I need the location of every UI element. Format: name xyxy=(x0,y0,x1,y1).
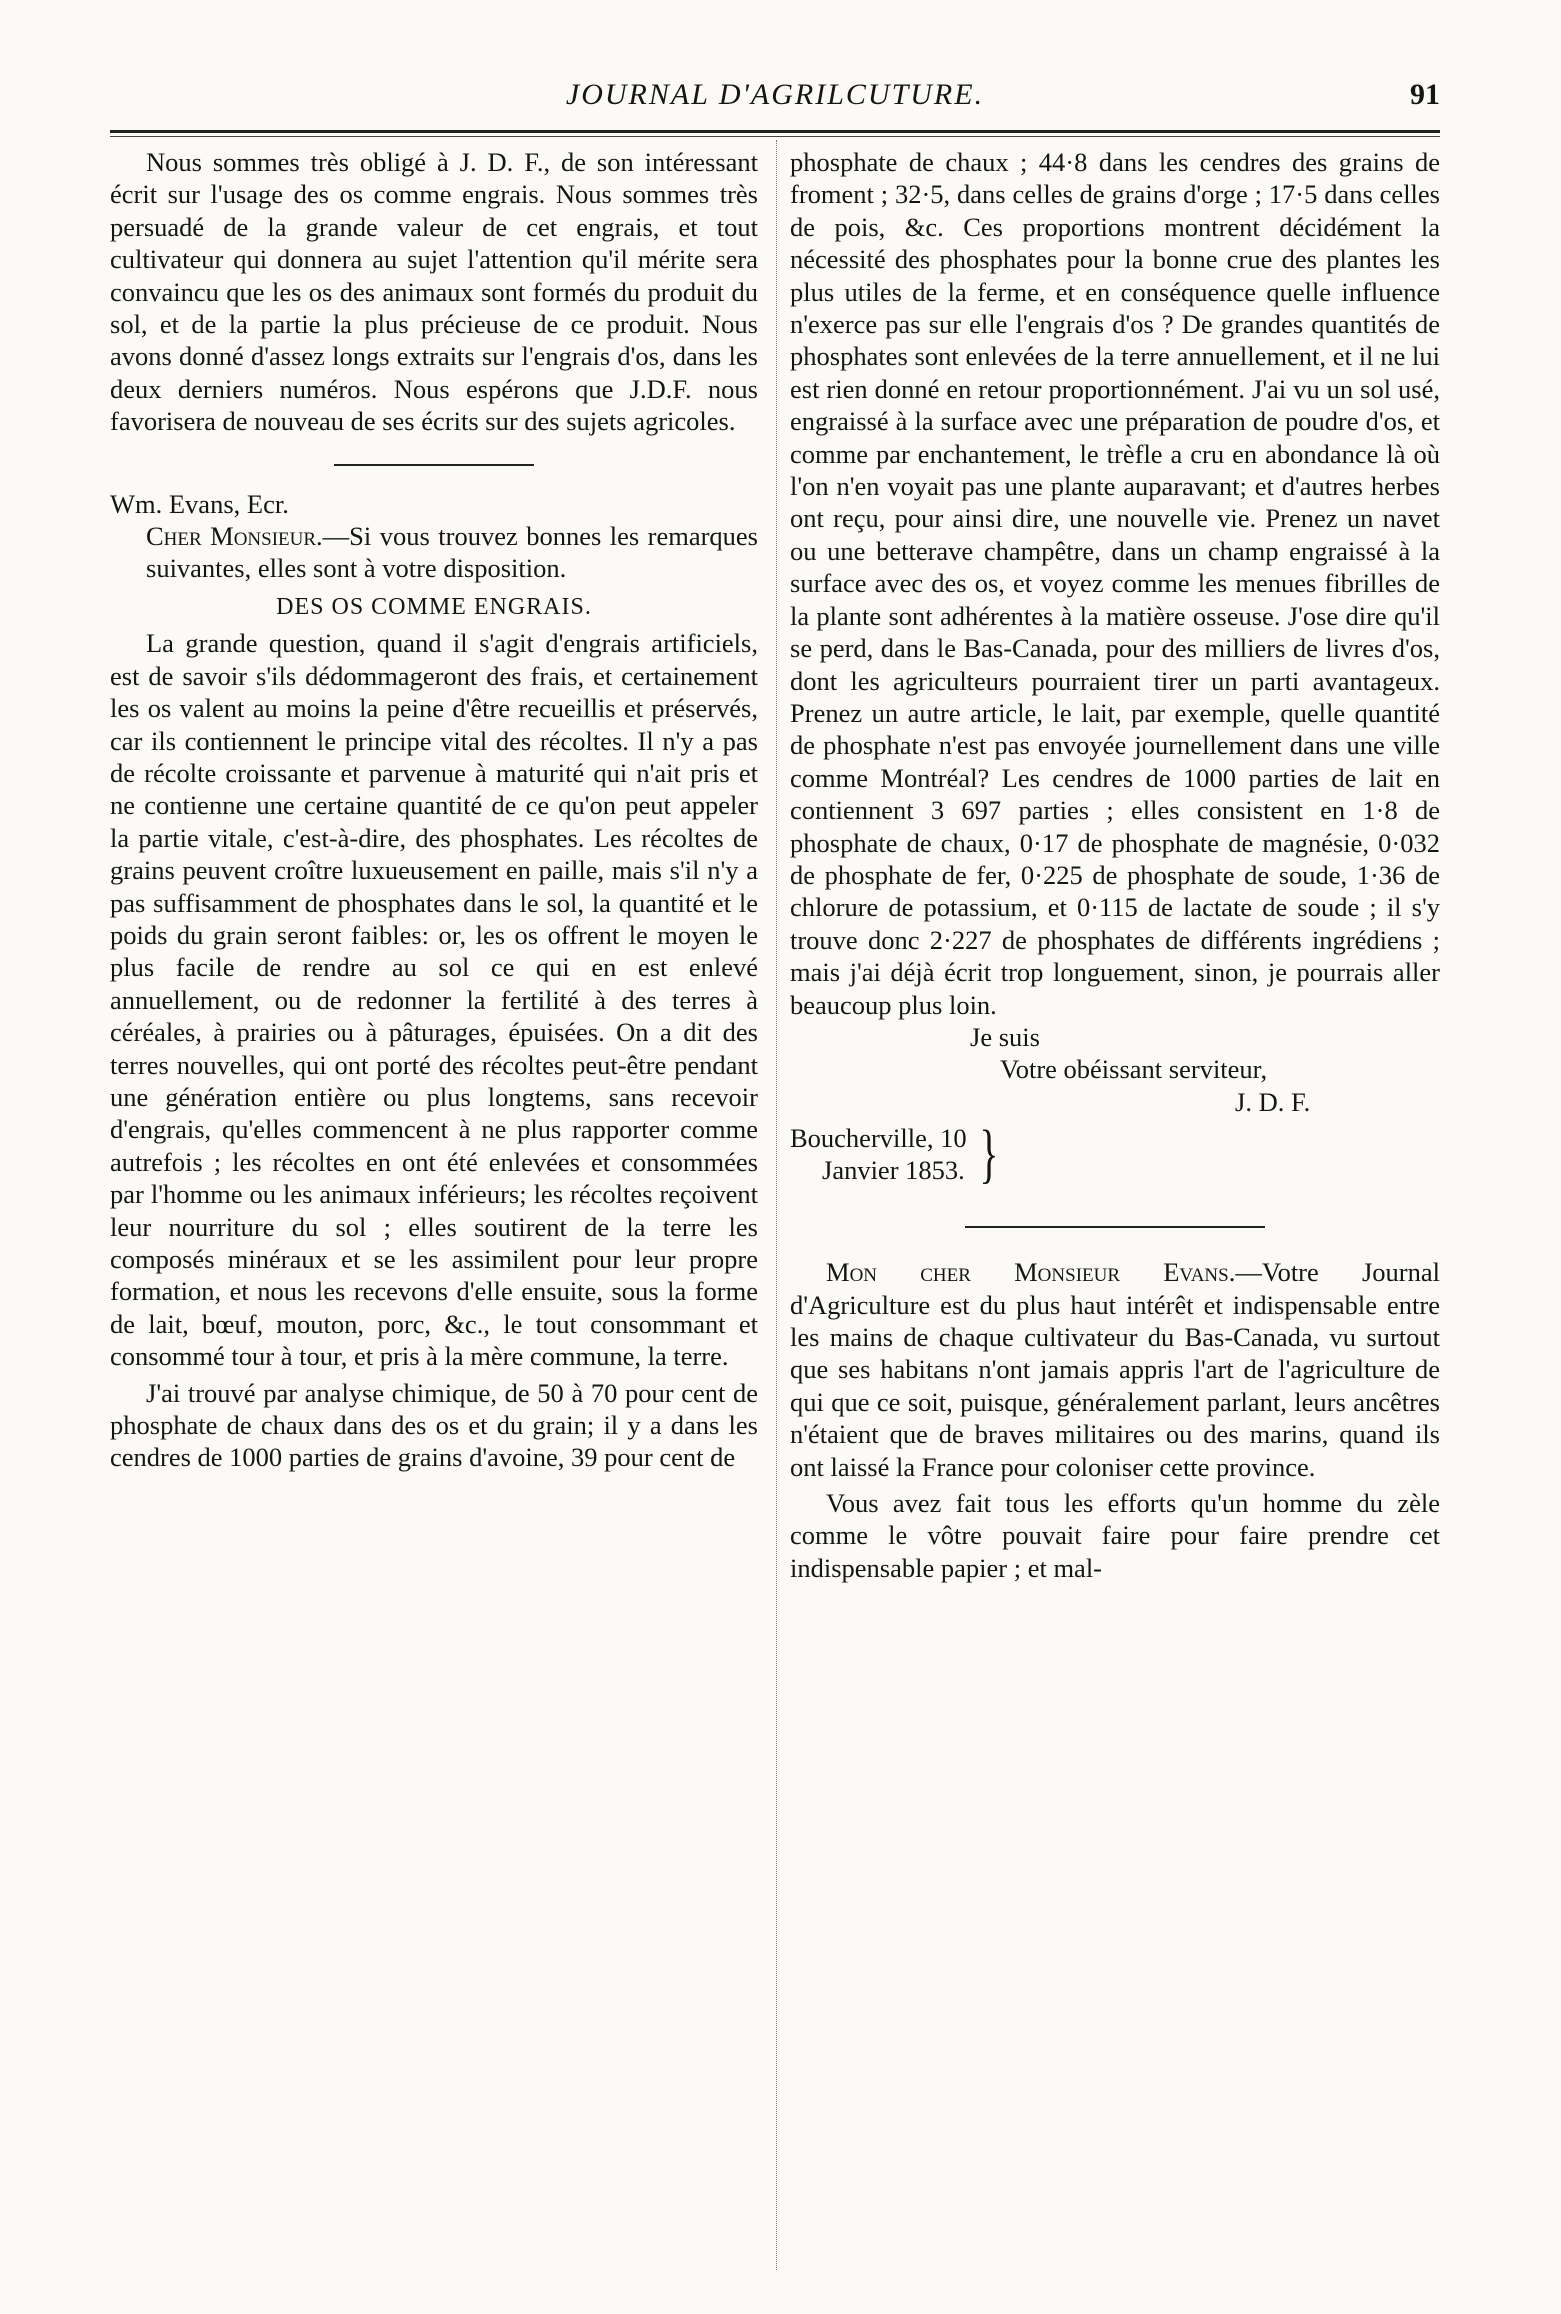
letter2-salutation: Mon cher Monsieur Evans. xyxy=(826,1257,1236,1288)
article-paragraph-1: La grande question, quand il s'agit d'engrais artificiels, est de savoir s'ils dédommageront des frais, et certainement les os valent au moins la peine d'être recueillis et préservés, car ils contiennent le principe vital des récoltes. Il n'y a pas de récolte croissante et parvenue à maturité qui n'ait pris et ne contienne une certaine quantité de ce qu'on peut appeler la partie vitale, c'est-à-dire, des phosphates. Les récoltes de grains peuvent croître luxueusement en paille, mais s'il n'y a pas suffisamment de phosphates dans le sol, la quantité et le poids du grain seront faibles: or, les os offrent le moyen le plus facile de rendre au sol ce qui en est enlevé annuellement, ou de redonner la fertilité à des terres à céréales, à prairies ou à pâturages, épuisées. On a dit des terres nouvelles, qui ont porté des récoltes peut-être pendant une génération entière ou plus longtems, sans recevoir d'engrais, qu'elles commencent à ne plus rapporter comme autrefois ; les récoltes en ont été enlevées et consommées par l'homme ou les animaux inférieurs; les récoltes reçoivent leur nourriture du sol ; elles soutirent de la terre les composés minéraux et se les assimilent pour leur propre formation, et nous les recevons d'elle ensuite, sous la forme de lait, bœuf, mouton, porc, &c., le tout consommant et consommé tour à tour, et pris à la mère commune, la terre. xyxy=(110,628,758,1372)
article-heading: DES OS COMME ENGRAIS. xyxy=(276,593,592,620)
brace-glyph: } xyxy=(978,1117,998,1191)
header-rule xyxy=(110,130,1440,137)
dateline-place: Boucherville, 10 xyxy=(790,1123,967,1154)
salutation-text: —Si vous trouvez bonnes les remarques suivantes, elles sont à votre disposition. xyxy=(146,521,758,584)
column-divider xyxy=(776,140,777,2270)
addressee: Wm. Evans, Ecr. xyxy=(110,488,289,519)
closing-je-suis: Je suis xyxy=(970,1021,1040,1052)
section-separator-2 xyxy=(965,1226,1265,1228)
dateline xyxy=(790,1117,1440,1191)
page-number: 91 xyxy=(1410,78,1440,111)
letter2-paragraph-1 xyxy=(790,1256,1440,1483)
article-paragraph-2: J'ai trouvé par analyse chimique, de 50 à 70 pour cent de phosphate de chaux dans des os et du grain; il y a dans les cendres de 1000 parties de grains d'avoine, 39 pour cent de xyxy=(110,1377,758,1473)
closing-serviteur: Votre obéissant serviteur, xyxy=(1000,1054,1268,1085)
article-paragraph-2-continued: phosphate de chaux ; 44·8 dans les cendres des grains de froment ; 32·5, dans celles de grains d'orge ; 17·5 dans celles de pois, &c. Ces proportions montrent décidément la nécessité des phosphates pour la bonne crue des plantes les plus utiles de la ferme, et en conséquence quelle influence n'exerce pas sur elle l'engrais d'os ? De grandes quantités de phosphates sont enlevées de la terre annuellement, et il ne lui est rien donné en retour proportionnément. J'ai vu un sol usé, engraissé à la surface avec une préparation de poudre d'os, et comme par enchantement, le trèfle a cru en abondance là où l'on n'en voyait pas une plante auparavant; et d'autres herbes ont reçu, pour ainsi dire, une nouvelle vie. Prenez un navet ou une betterave champêtre, dans un champ engraissé à la surface avec des os, et voyez comme les menues fibrilles de la plante sont adhérentes à la matière osseuse. J'ose dire qu'il se perd, dans le Bas-Canada, pour des milliers de livres d'os, dont les agriculteurs pourraient tirer un parti avantageux. Prenez un autre article, le lait, par exemple, quelle quantité de phosphate n'est pas envoyée journellement dans une ville comme Montréal? Les cendres de 1000 parties de lait en contiennent 3 697 parties ; elles consistent en 1·8 de phosphate de chaux, 0·17 de phosphate de magnésie, 0·032 de phosphate de fer, 0·225 de phosphate de soude, 1·36 de chlorure de potassium, et 0·115 de lactate de soude ; il s'y trouve donc 2·227 de phosphates de différents ingrédiens ; mais j'ai déjà écrit trop longuement, sinon, je pourrais aller beaucoup plus loin. xyxy=(790,147,1440,1020)
right-column xyxy=(790,146,1440,1584)
page-header xyxy=(110,78,1440,128)
dateline-text xyxy=(790,1122,967,1186)
salutation xyxy=(110,520,758,585)
editor-note: Nous sommes très obligé à J. D. F., de son intéressant écrit sur l'usage des os comme engrais. Nous sommes très persuadé de la grande valeur de cet engrais, et tout cultivateur qui donnera au sujet l'attention qu'il mérite sera convaincu que les os des animaux sont formés du produit du sol, et de la partie la plus précieuse de ce produit. Nous avons donné d'assez longs extraits sur l'engrais d'os, dans les deux derniers numéros. Nous espérons que J.D.F. nous favorisera de nouveau de ses écrits sur des sujets agricoles. xyxy=(110,147,758,437)
running-title: JOURNAL D'AGRILCUTURE. xyxy=(565,78,985,111)
section-separator xyxy=(334,464,534,466)
letter2-paragraph-2: Vous avez fait tous les efforts qu'un homme du zèle comme le vôtre pouvait faire pour faire prendre cet indispensable papier ; et mal- xyxy=(790,1488,1440,1583)
left-column xyxy=(110,146,758,1474)
letter2-text: —Votre Journal d'Agriculture est du plus haut intérêt et indispensable entre les mains de chaque cultivateur du Bas-Canada, vu surtout que ses habitans n'ont jamais appris l'art de l'agriculture de qui que ce soit, puisque, généralement parlant, leurs ancêtres n'étaient que de braves militaires ou des marins, quand ils ont laissé la France pour coloniser cette province. xyxy=(790,1257,1440,1482)
signature: J. D. F. xyxy=(1235,1086,1311,1117)
dateline-date: Janvier 1853. xyxy=(822,1155,965,1186)
salutation-caps: Cher Monsieur. xyxy=(146,521,323,552)
